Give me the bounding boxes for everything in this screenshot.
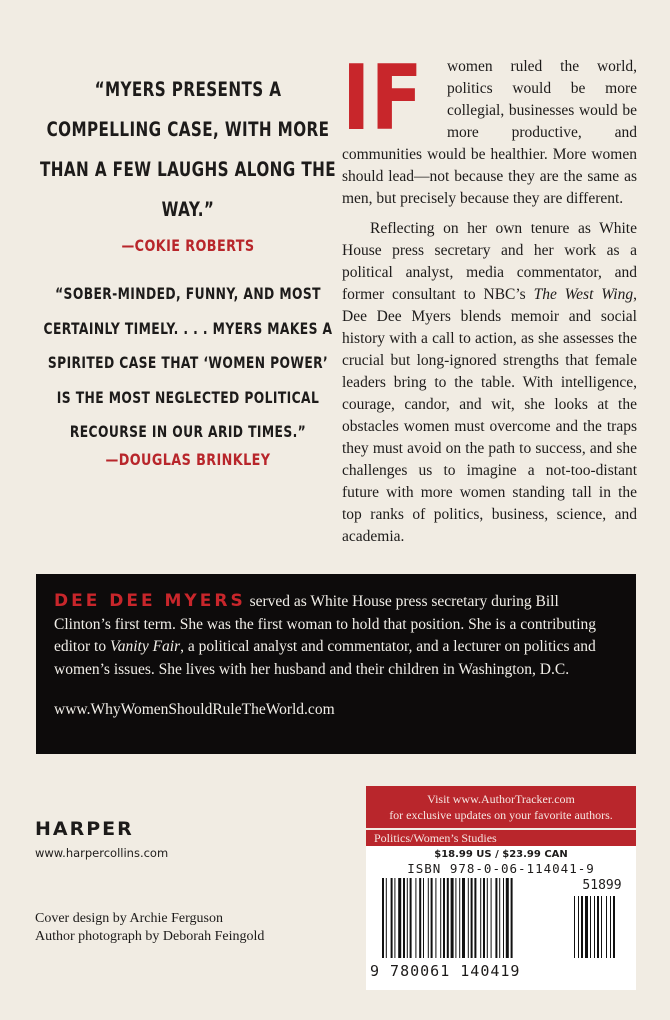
book-category: Politics/Women’s Studies bbox=[366, 830, 636, 846]
show-title: The West Wing bbox=[533, 286, 634, 303]
author-bio bbox=[54, 590, 618, 681]
attribution-cokie-roberts: —COKIE ROBERTS bbox=[121, 236, 255, 255]
publisher-logo: HARPER bbox=[35, 818, 134, 840]
author-name: DEE DEE MYERS bbox=[54, 591, 246, 611]
book-website-link[interactable]: www.WhyWomenShouldRuleTheWorld.com bbox=[54, 701, 335, 718]
quote-cokie-roberts: “MYERS PRESENTS A COMPELLING CASE, WITH MORE THAN A FEW LAUGHS ALONG THE WAY.” bbox=[39, 78, 337, 221]
description-paragraph-1 bbox=[342, 46, 637, 210]
endorsements bbox=[40, 70, 336, 469]
tracker-line-2: for exclusive updates on your favorite authors. bbox=[389, 808, 613, 822]
price-label: $18.99 US / $23.99 CAN bbox=[434, 849, 568, 860]
bio-text-b: , a political analyst and commentator, and a lecturer on politics and women’s issues. She lives with her husband and their children in Washington, D.C. bbox=[54, 638, 596, 678]
bio-text-a: served as White House press secretary during Bill Clinton’s first term. She was the first woman to hold that position. She is a contributing editor to bbox=[54, 593, 597, 655]
author-tracker-banner bbox=[366, 786, 636, 828]
barcode-number: 9 780061 140419 bbox=[370, 962, 521, 980]
magazine-title: Vanity Fair bbox=[109, 638, 181, 655]
isbn-label: ISBN 978-0-06-114041-9 bbox=[407, 861, 595, 876]
quote-douglas-brinkley: “SOBER-MINDED, FUNNY, AND MOST CERTAINLY TIMELY. . . . MYERS MAKES A SPIRITED CASE THAT ‘WOMEN POWER’ IS THE MOST NEGLECTED POLITICAL RECOURSE IN OUR ARID TIMES.” bbox=[43, 284, 333, 441]
price-addon-code: 51899 bbox=[582, 878, 622, 893]
paragraph-2-text-a: Reflecting on her own tenure as White House press secretary and her work as a political analyst, media commentator, and former consultant to NBC’s bbox=[342, 220, 637, 303]
photo-credit: Author photograph by Deborah Feingold bbox=[35, 929, 265, 944]
tracker-line-1: Visit www.AuthorTracker.com bbox=[427, 792, 575, 806]
paragraph-1-text: women ruled the world, politics would be more collegial, businesses would be more productive, and communities would be healthier. More women should lead—not because they are the same as men, but precisely because they are different. bbox=[342, 58, 637, 207]
publisher-website[interactable]: www.harpercollins.com bbox=[35, 846, 169, 860]
attribution-douglas-brinkley: —DOUGLAS BRINKLEY bbox=[105, 449, 271, 469]
book-description bbox=[342, 46, 637, 548]
barcode-panel bbox=[366, 846, 636, 990]
paragraph-2-text-b: , Dee Dee Myers blends memoir and social history with a call to action, as she assesses the crucial but long-ignored strengths that female leaders bring to the table. With intelligence, courage, candor, and wit, she looks at the obstacles women must overcome and the traps they must avoid on the path to success, and she challenges us to imagine a not-too-distant future with more women standing tall in the top ranks of politics, business, science, and academia. bbox=[342, 286, 637, 545]
drop-cap: IF bbox=[342, 46, 423, 151]
cover-credits bbox=[35, 910, 264, 946]
description-paragraph-2 bbox=[342, 218, 637, 548]
cover-design-credit: Cover design by Archie Ferguson bbox=[35, 911, 223, 926]
author-bio-panel bbox=[36, 574, 636, 754]
